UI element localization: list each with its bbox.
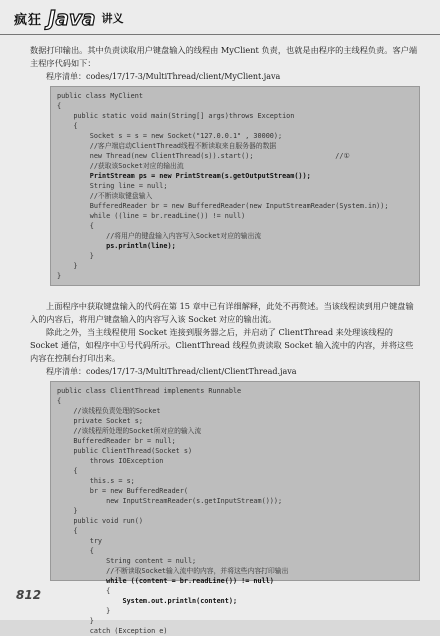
code-line: { [57, 547, 94, 555]
header-title-left: 疯狂 [14, 12, 43, 28]
code-line: String content = null; [57, 557, 197, 565]
code-line: { [57, 222, 94, 230]
code-line: { [57, 122, 78, 130]
code-line: catch (Exception e) [57, 627, 168, 635]
code-line: //客户端启动ClientThread线程不断读取来自服务器的数据 [57, 142, 277, 150]
code-line: } [57, 262, 78, 270]
code-line: this.s = s; [57, 477, 135, 485]
code-line: BufferedReader br = null; [57, 437, 176, 445]
code-line: public class MyClient [57, 92, 143, 100]
code-line: } [57, 507, 78, 515]
code-line: PrintStream ps = new PrintStream(s.getOutputStream()); [57, 172, 311, 180]
header-divider [0, 34, 440, 35]
code-line: //该线程负责处理的Socket [57, 407, 161, 415]
code-block-clientthread [50, 381, 420, 635]
code-line: { [57, 467, 78, 475]
listing-caption-1: 程序清单：codes/17/17-3/MultiThread/client/MyClient.java [46, 72, 281, 81]
code-line: public static void main(String[] args)throws Exception [57, 112, 295, 120]
code-line: //获取该Socket对应的输出流 [57, 162, 184, 170]
code-line: //不断读取键盘输入 [57, 192, 153, 200]
code-line: } [57, 607, 111, 615]
code-line: ps.println(line); [57, 242, 176, 250]
code-line: while ((content = br.readLine()) != null) [57, 577, 274, 585]
code-line: //该线程所处理的Socket所对应的输入流 [57, 427, 202, 435]
code-line: public void run() [57, 517, 143, 525]
code-line: public class ClientThread implements Runnable [57, 387, 242, 395]
code-line: { [57, 397, 62, 405]
code-line: BufferedReader br = new BufferedReader(new InputStreamReader(System.in)); [57, 202, 389, 210]
code-line: String line = null; [57, 182, 168, 190]
code-block-myclient [50, 86, 420, 286]
code-line: new Thread(new ClientThread(s)).start(); //① [57, 152, 350, 160]
code-line: } [57, 617, 94, 625]
code-line: Socket s = s = new Socket("127.0.0.1" , 30000); [57, 132, 283, 140]
code-line: } [57, 272, 62, 280]
code-line: private Socket s; [57, 417, 143, 425]
paragraph-1: 数据打印输出。其中负责读取用户键盘输入的线程由 MyClient 负责，也就是由程序的主线程负责。客户端主程序代码如下： [30, 45, 418, 68]
page-header [14, 6, 124, 30]
code-line: br = new BufferedReader( [57, 487, 188, 495]
code-line: try [57, 537, 103, 545]
java-logo: Java [48, 6, 96, 30]
code-line: //将用户的键盘输入内容写入Socket对应的输出流 [57, 232, 262, 240]
code-line: new InputStreamReader(s.getInputStream())); [57, 497, 283, 505]
paragraph-2: 上面程序中获取键盘输入的代码在第 15 章中已有详细解释，此处不再赘述。当该线程读到用户键盘输入的内容后，将用户键盘输入的内容写入该 Socket 对应的输出流。 [30, 301, 414, 324]
code-line: { [57, 587, 111, 595]
paragraph-3: 除此之外，当主线程使用 Socket 连接到服务器之后，并启动了 ClientThread 来处理该线程的 Socket 通信，如程序中①号代码所示。ClientThread 线程负责读取 Socket 输入流中的内容，并将这些内容在控制台打印出来。 [30, 327, 414, 363]
code-line: { [57, 527, 78, 535]
code-line: { [57, 102, 62, 110]
code-line: } [57, 252, 94, 260]
code-line: System.out.println(content); [57, 597, 238, 605]
code-line: throws IOException [57, 457, 164, 465]
code-line: //不断读取Socket输入流中的内容，并将这些内容打印输出 [57, 567, 289, 575]
page-number: 812 [16, 588, 42, 602]
listing-caption-2: 程序清单：codes/17/17-3/MultiThread/client/ClientThread.java [46, 367, 297, 376]
header-title-right: 讲义 [101, 12, 124, 25]
code-line: while ((line = br.readLine()) != null) [57, 212, 246, 220]
code-line: public ClientThread(Socket s) [57, 447, 193, 455]
